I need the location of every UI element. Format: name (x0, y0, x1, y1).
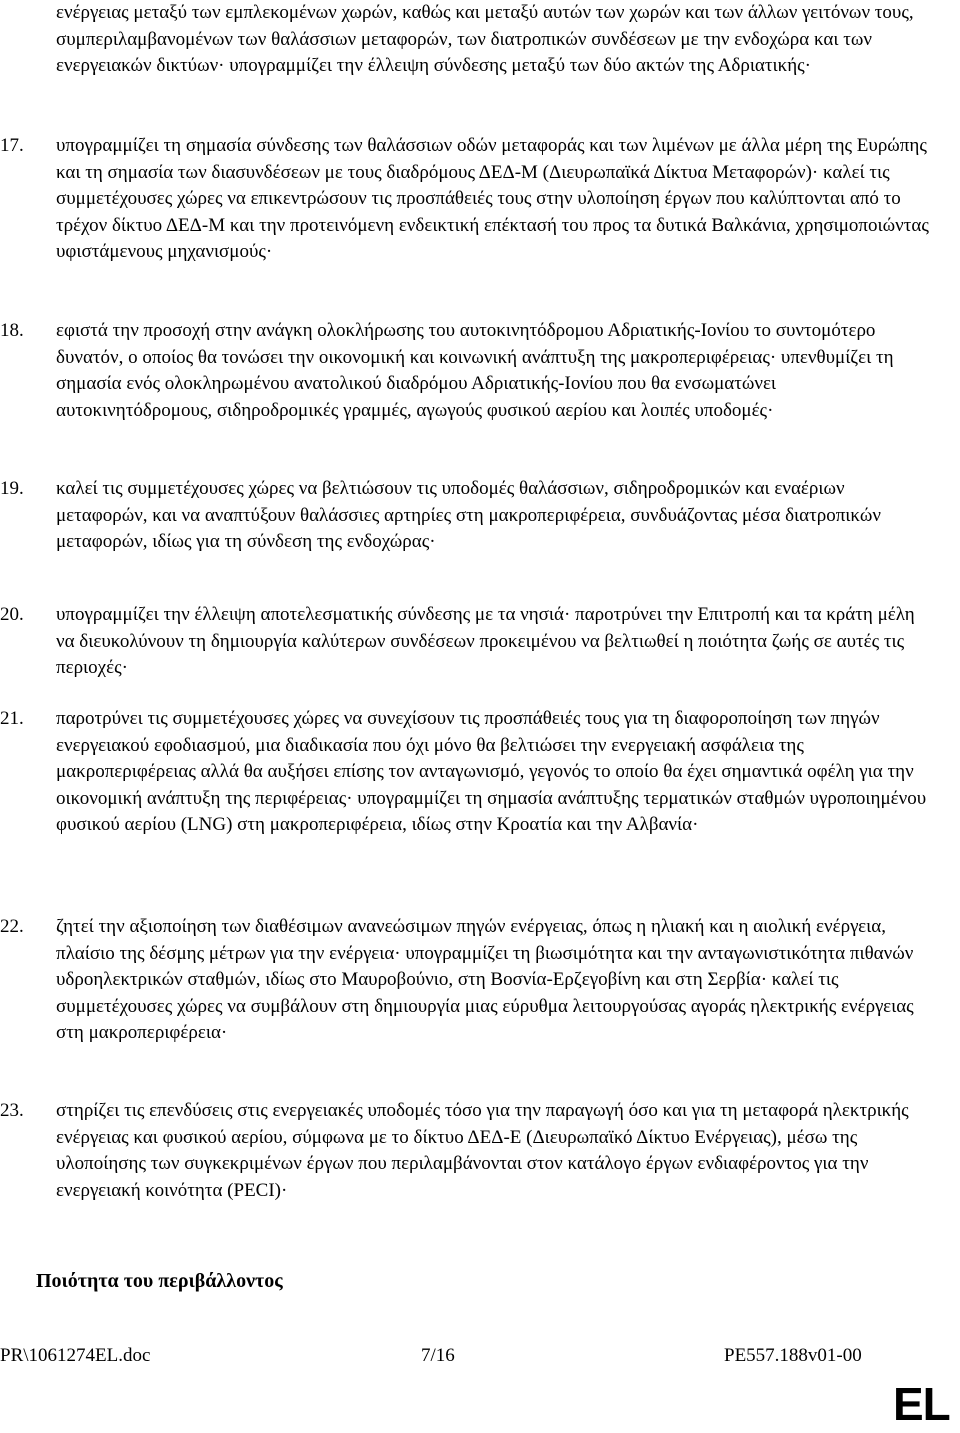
paragraph-number: 20. (0, 604, 24, 625)
paragraph-number: 21. (0, 708, 24, 729)
paragraph-text: παροτρύνει τις συμμετέχουσες χώρες να συνεχίσουν τις προσπάθειές τους για τη διαφοροποίηση των πηγών ενεργειακού εφοδιασμού, μια διαδικασία που όχι μόνο θα βελτιώσει την ενεργειακή ασφάλεια της μακροπεριφέρειας αλλά θα αυξήσει επίσης τον ανταγωνισμό, γεγονός το οποίο θα έχει σημαντικά οφέλη για την οικονομική ανάπτυξη της περιφέρειας· υπογραμμίζει τη σημασία ανάπτυξης τερματικών σταθμών υγροποιημένου φυσικού αερίου (LNG) στη μακροπεριφέρεια, ιδίως στην Κροατία και την Αλβανία· (56, 708, 927, 835)
paragraph-number: 17. (0, 135, 24, 156)
paragraph-number: 19. (0, 478, 24, 499)
paragraph-text: καλεί τις συμμετέχουσες χώρες να βελτιώσουν τις υποδομές θαλάσσιων, σιδηροδρομικών και εναέριων μεταφορών, και να αναπτύξουν θαλάσσιες αρτηρίες στη μακροπεριφέρεια, συνδυάζοντας μέσα διατροπικών μεταφορών, ιδίως για τη σύνδεση της ενδοχώρας· (56, 478, 881, 552)
paragraph-text: υπογραμμίζει την έλλειψη αποτελεσματικής σύνδεσης με τα νησιά· παροτρύνει την Επιτροπή και τα κράτη μέλη να διευκολύνουν τη δημιουργία καλύτερων συνδέσεων προκειμένου να βελτιωθεί η ποιότητα ζωής σε αυτές τις περιοχές· (56, 604, 915, 678)
footer-doc-ref: PR\1061274EL.doc (0, 1345, 151, 1366)
language-badge: EL (893, 1378, 950, 1430)
page-footer (0, 1343, 960, 1371)
paragraph-number: 22. (0, 916, 24, 937)
paragraph-text: υπογραμμίζει τη σημασία σύνδεσης των θαλάσσιων οδών μεταφοράς και των λιμένων με άλλα μέρη της Ευρώπης και τη σημασία των διασυνδέσεων με τους διαδρόμους ΔΕΔ-Μ (Διευρωπαϊκά Δίκτυα Μεταφορών)· καλεί τις συμμετέχουσες χώρες να επικεντρώσουν τις προσπάθειές τους στην υλοποίηση έργων που καλύπτονται από το τρέχον δίκτυο ΔΕΔ-Μ και την προτεινόμενη ενδεικτική επέκτασή του προς τα δυτικά Βαλκάνια, χρησιμοποιώντας υφιστάμενους μηχανισμούς· (56, 135, 929, 262)
paragraph-number: 23. (0, 1100, 24, 1121)
paragraph-text: στηρίζει τις επενδύσεις στις ενεργειακές υποδομές τόσο για την παραγωγή όσο και για τη μεταφορά ηλεκτρικής ενέργειας και φυσικού αερίου, σύμφωνα με το δίκτυο ΔΕΔ-Ε (Διευρωπαϊκό Δίκτυο Ενέργειας), μέσω της υλοποίησης των συγκεκριμένων έργων που περιλαμβάνονται στον κατάλογο έργων ενδιαφέροντος για την ενεργειακή κοινότητα (PECI)· (56, 1100, 909, 1201)
continued-paragraph-text: ενέργειας μεταξύ των εμπλεκομένων χωρών, καθώς και μεταξύ αυτών των χωρών και των άλλων γειτόνων τους, συμπεριλαμβανομένων των θαλάσσιων μεταφορών, των διατροπικών συνδέσεων με την ενδοχώρα και των ενεργειακών δικτύων· υπογραμμίζει την έλλειψη σύνδεσης μεταξύ των δύο ακτών της Αδριατικής· (56, 2, 914, 76)
paragraph-number: 18. (0, 320, 24, 341)
footer-page-number: 7/16 (421, 1345, 455, 1366)
footer-version: PE557.188v01-00 (724, 1345, 862, 1366)
section-heading: Ποιότητα του περιβάλλοντος (36, 1270, 283, 1292)
paragraph-text: ζητεί την αξιοποίηση των διαθέσιμων ανανεώσιμων πηγών ενέργειας, όπως η ηλιακή και η αιολική ενέργεια, πλαίσιο της δέσμης μέτρων για την ενέργεια· υπογραμμίζει τη βιωσιμότητα και την ανταγωνιστικότητα πιθανών υδροηλεκτρικών σταθμών, ιδίως στο Μαυροβούνιο, στη Βοσνία-Ερζεγοβίνη και στη Σερβία· καλεί τις συμμετέχουσες χώρες να συμβάλουν στη δημιουργία μιας εύρυθμα λειτουργούσας αγοράς ηλεκτρικής ενέργειας στη μακροπεριφέρεια· (56, 916, 914, 1043)
paragraph-text: εφιστά την προσοχή στην ανάγκη ολοκλήρωσης του αυτοκινητόδρομου Αδριατικής-Ιονίου το συντομότερο δυνατόν, ο οποίος θα τονώσει την οικονομική και κοινωνική ανάπτυξη της μακροπεριφέρειας· υπενθυμίζει τη σημασία ενός ολοκληρωμένου ανατολικού διαδρόμου Αδριατικής-Ιονίου που θα ενσωματώνει αυτοκινητόδρομους, σιδηροδρομικές γραμμές, αγωγούς φυσικού αερίου και λοιπές υποδομές· (56, 320, 894, 421)
